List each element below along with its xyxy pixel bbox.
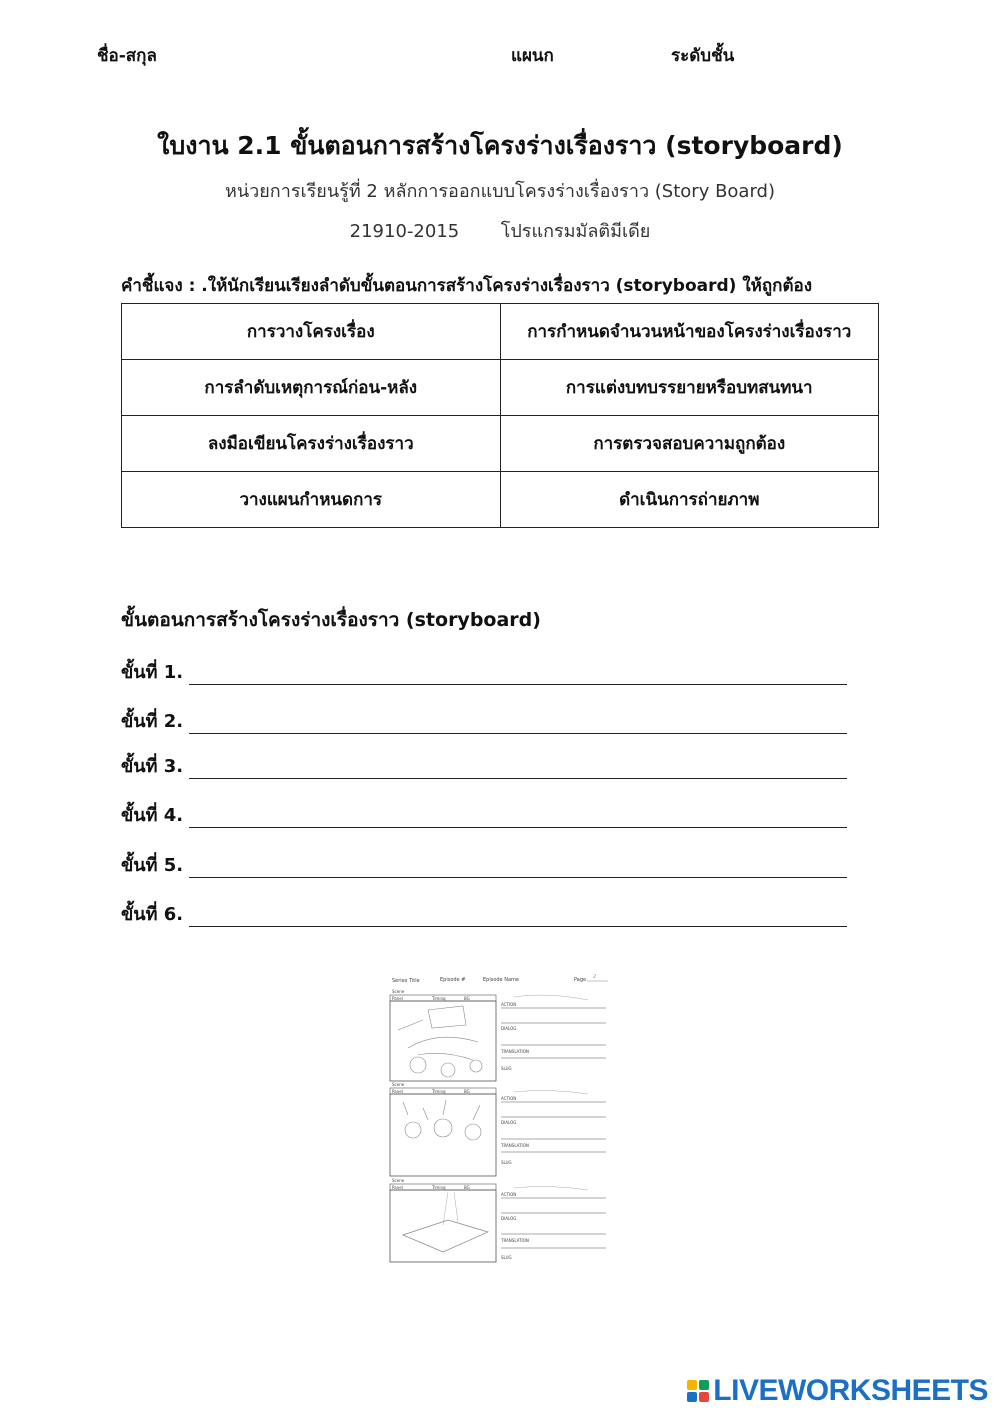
- sb-timing: Timing: [432, 1185, 446, 1190]
- table-cell: การกำหนดจำนวนหน้าของโครงร่างเรื่องราว: [500, 304, 879, 360]
- sb-translation: TRANSLATION: [501, 1238, 529, 1243]
- instruction-text: คำชี้แจง : .ให้นักเรียนเรียงลำดับขั้นตอนการสร้างโครงร่างเรื่องราว (storyboard) ให้ถูกต้อง: [121, 276, 813, 296]
- course-line: [0, 216, 1000, 245]
- table-cell: วางแผนกำหนดการ: [122, 472, 501, 528]
- step-label: ขั้นที่ 4.: [121, 805, 184, 826]
- sb-page: Page: [574, 977, 587, 983]
- step-row-3: [121, 749, 847, 779]
- answer-line-3[interactable]: [189, 756, 847, 779]
- sb-timing: Timing: [432, 1089, 446, 1094]
- unit-subtitle: หน่วยการเรียนรู้ที่ 2 หลักการออกแบบโครงร่างเรื่องราว (Story Board): [224, 181, 775, 202]
- sb-dialog: DIALOG: [501, 1216, 517, 1221]
- table-cell: การตรวจสอบความถูกต้อง: [500, 416, 879, 472]
- step-label: ขั้นที่ 2.: [121, 711, 184, 732]
- answer-line-6[interactable]: [189, 904, 847, 927]
- table-row: [122, 304, 879, 360]
- sb-bg: BG: [464, 1089, 470, 1094]
- answer-line-2[interactable]: [189, 711, 847, 734]
- sb-scene: Scene: [392, 1178, 405, 1183]
- liveworksheets-logo: [687, 1374, 988, 1408]
- step-row-6: [121, 897, 847, 927]
- table-cell: ดำเนินการถ่ายภาพ: [500, 472, 879, 528]
- sb-panel: Panel: [392, 1089, 403, 1094]
- sb-slug: SLUG: [501, 1066, 512, 1071]
- section-title: ขั้นตอนการสร้างโครงร่างเรื่องราว (storyboard): [121, 609, 541, 631]
- table-cell: การวางโครงเรื่อง: [122, 304, 501, 360]
- sb-scene: Scene: [392, 1082, 405, 1087]
- page-title: ใบงาน 2.1 ขั้นตอนการสร้างโครงร่างเรื่องราว (storyboard): [157, 131, 843, 160]
- brand-text: LIVEWORKSHEETS: [713, 1374, 988, 1407]
- sb-episode-name: Episode Name: [483, 977, 519, 983]
- answer-line-1[interactable]: [189, 662, 847, 685]
- step-row-5: [121, 848, 847, 878]
- step-row-1: [121, 655, 847, 685]
- liveworksheets-logo-icon: [687, 1380, 709, 1402]
- level-label: ระดับชั้น: [671, 46, 735, 66]
- sb-dialog: DIALOG: [501, 1026, 517, 1031]
- step-label: ขั้นที่ 1.: [121, 662, 184, 683]
- table-row: [122, 472, 879, 528]
- options-table: [121, 303, 879, 528]
- sb-bg: BG: [464, 996, 470, 1001]
- table-row: [122, 416, 879, 472]
- sb-action: ACTION: [501, 1096, 517, 1101]
- sb-slug: SLUG: [501, 1255, 512, 1260]
- answer-line-5[interactable]: [189, 855, 847, 878]
- step-row-2: [121, 704, 847, 734]
- table-cell: ลงมือเขียนโครงร่างเรื่องราว: [122, 416, 501, 472]
- sb-series-title: Series Title: [392, 978, 420, 984]
- step-label: ขั้นที่ 5.: [121, 855, 184, 876]
- course-code: 21910-2015: [349, 221, 460, 242]
- table-cell: การลำดับเหตุการณ์ก่อน-หลัง: [122, 360, 501, 416]
- sb-translation: TRANSLATION: [501, 1049, 529, 1054]
- svg-text:2: 2: [593, 974, 597, 980]
- step-label: ขั้นที่ 6.: [121, 904, 184, 925]
- sb-panel: Panel: [392, 996, 403, 1001]
- step-label: ขั้นที่ 3.: [121, 756, 184, 777]
- department-label: แผนก: [511, 46, 554, 66]
- table-cell: การแต่งบทบรรยายหรือบทสนทนา: [500, 360, 879, 416]
- table-row: [122, 360, 879, 416]
- name-label: ชื่อ-สกุล: [97, 46, 157, 66]
- sb-scene: Scene: [392, 989, 405, 994]
- storyboard-sample-image: [388, 970, 610, 1264]
- step-row-4: [121, 798, 847, 828]
- sb-action: ACTION: [501, 1192, 517, 1197]
- sb-slug: SLUG: [501, 1160, 512, 1165]
- sb-action: ACTION: [501, 1002, 517, 1007]
- sb-episode: Episode #: [440, 977, 466, 983]
- sb-translation: TRANSLATION: [501, 1143, 529, 1148]
- sb-timing: Timing: [432, 996, 446, 1001]
- course-name: โปรแกรมมัลติมีเดีย: [500, 221, 651, 242]
- sb-bg: BG: [464, 1185, 470, 1190]
- sb-dialog: DIALOG: [501, 1120, 517, 1125]
- answer-line-4[interactable]: [189, 805, 847, 828]
- sb-panel: Panel: [392, 1185, 403, 1190]
